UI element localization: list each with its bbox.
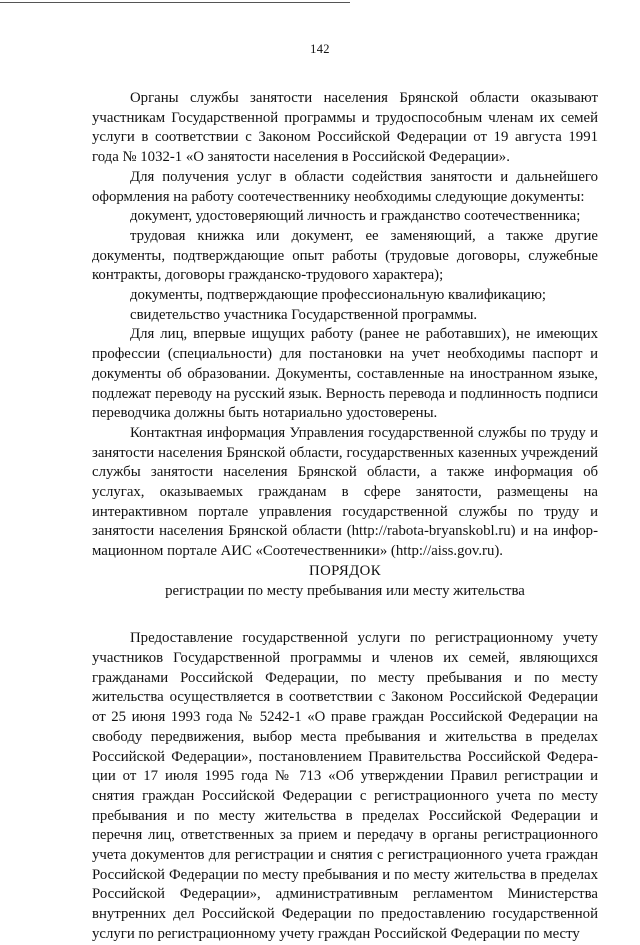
list-item-qualification: документы, подтверждающие профессиональную квалификацию; [130, 287, 547, 304]
paragraph-first-time-job-seekers: Для лиц, впервые ищущих работу (ранее не работавших), не имеющих профессии (специальности) для постановки на учет необходимы паспорт и документы об образовании. Документы, составленные на иностранном языке, подлежат переводу на русский язык. Верность перевода и подлинность подписи переводчика должны быть нотариально удостоверены. [92, 326, 598, 422]
section-gap [92, 601, 598, 629]
page-number: 142 [310, 42, 330, 56]
document-body [92, 89, 598, 945]
section-title: ПОРЯДОК [309, 562, 381, 579]
list-item-identity-document: документ, удостоверяющий личность и гражданство соотечественника; [130, 208, 581, 225]
paragraph-employment-services: Органы службы занятости населения Брянской области оказывают участникам Государственной программы и трудоспособным членам их семей услуги в соответствии с Законом Российской Федерации от 19 августа 1991 года № 1032-1 «О занятости населения в Российской Федерации». [92, 90, 598, 166]
list-item-work-record: трудовая книжка или документ, ее заменяющий, а также другие документы, подтверждающие опыт работы (трудовые договоры, служебные контракты, договоры гражданско-трудового характера); [92, 227, 598, 284]
list-item-participant-certificate: свидетельство участника Государственной программы. [130, 306, 478, 323]
section-subtitle: регистрации по месту пребывания или месту жительства [165, 582, 525, 599]
paragraph-required-documents-intro: Для получения услуг в области содействия занятости и дальнейшего оформления на работу соотечественнику необходимы следующие документы: [92, 168, 598, 205]
paragraph-registration-procedure: Предоставление государственной услуги по регистрационному учету участников Государственной программы и членов их семей, являющихся гражданами Российской Федерации, по месту пребывания и по месту жительства осуществляется в соответствии с Законом Российской Федерации от 25 июня 1993 года № 5242-1 «О праве граждан Российской Федерации на свободу передвижения, выбор места пребывания и жительства в пределах Российской Федерации», постановлением Правительства Российской Федерации от 17 июля 1995 года № 713 «Об утверждении Правил регистрации и снятия граждан Российской Федерации с регистрационного учета по месту пребывания и по месту жительства в пределах Российской Федерации и перечня лиц, ответственных за прием и передачу в органы регистрационного учета документов для регистрации и снятия с регистрационного учета граждан Российской Федерации по месту пребывания и по месту жительства в пределах Российской Федерации», административным регламентом Министерства внутренних дел Российской Федерации по предоставлению государственной услуги по регистрационному учету граждан Российской Федерации по месту [92, 630, 598, 942]
top-scan-line [0, 2, 350, 3]
paragraph-contact-information: Контактная информация Управления государственной службы по труду и занятости населения Брянской области, государственных казенных учреждений службы занятости населения Брянской области, а также информация об услугах, оказываемых гражданам в сфере занятости, размещены на интерактивном портале управления государственной службы по труду и занятости населения Брянской области (http://rabota-bryanskobl.ru) и на информационном портале АИС «Соотечественники» (http://aiss.gov.ru). [92, 424, 598, 560]
